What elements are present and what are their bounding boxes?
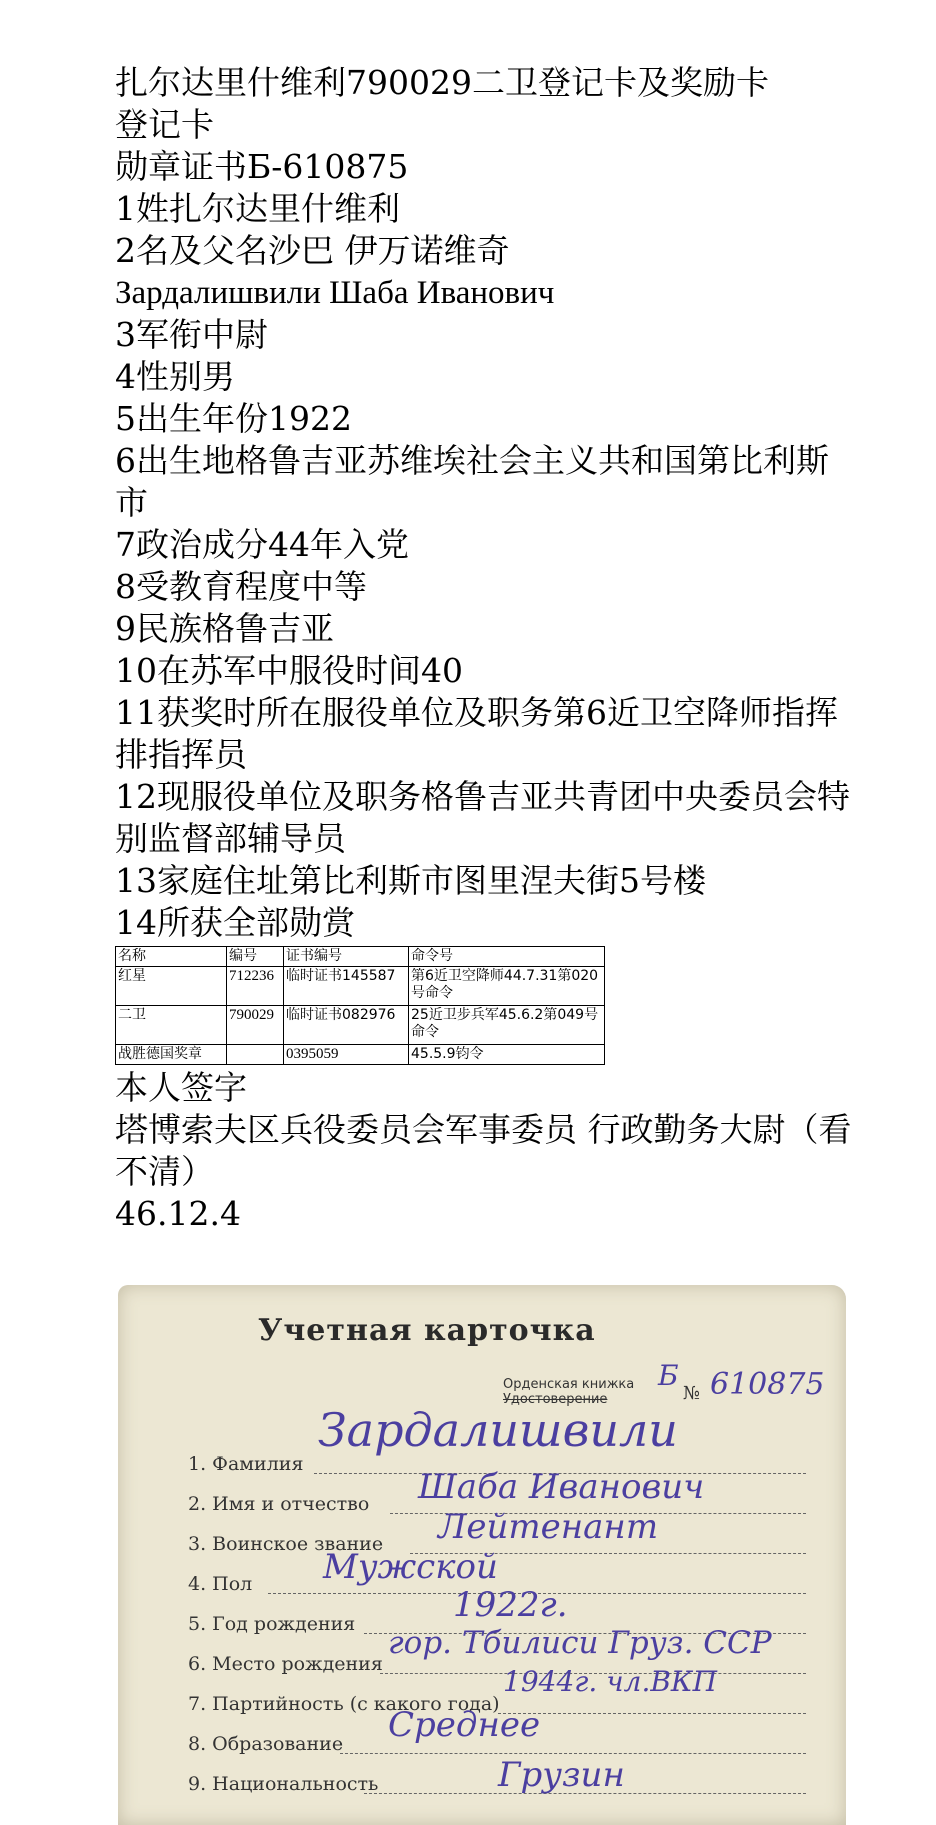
- card-scan-image: [118, 1285, 846, 1825]
- scan-field-label: 9. Национальность: [188, 1773, 379, 1795]
- table-cell: 战胜德国奖章: [116, 1045, 227, 1065]
- scan-number-handwritten: 610875: [710, 1367, 825, 1402]
- scan-field-label: 1. Фамилия: [188, 1453, 304, 1475]
- medal-certificate: 勋章证书Б-610875: [115, 147, 409, 186]
- signature-line: 本人签字: [115, 1068, 247, 1107]
- field-party: 7政治成分44年入党: [115, 525, 409, 564]
- table-cell: 712236: [227, 967, 284, 1006]
- scan-rule: [340, 1753, 806, 1754]
- scan-field-value: Шаба Иванович: [418, 1467, 705, 1507]
- date-line: 46.12.4: [115, 1194, 241, 1233]
- russian-full-name: Зардалишвили Шаба Иванович: [115, 275, 555, 311]
- field-rank: 3军衔中尉: [115, 315, 268, 354]
- table-header: 命令号: [409, 947, 605, 967]
- table-cell: 二卫: [116, 1006, 227, 1045]
- scan-field-label: 4. Пол: [188, 1573, 253, 1595]
- commissar-line: 塔博索夫区兵役委员会军事委员 行政勤务大尉（看不清）: [115, 1110, 852, 1191]
- table-row: [116, 1045, 605, 1065]
- scan-field-value: Среднее: [388, 1705, 541, 1745]
- field-education: 8受教育程度中等: [115, 567, 367, 606]
- scan-no-label: №: [683, 1383, 701, 1404]
- scan-field-value: Лейтенант: [438, 1507, 659, 1547]
- table-cell: 790029: [227, 1006, 284, 1045]
- table-row: [116, 1006, 605, 1045]
- table-header: 名称: [116, 947, 227, 967]
- scan-field-value: 1944г. чл.ВКП: [503, 1665, 718, 1698]
- table-cell: 临时证书145587: [284, 967, 409, 1006]
- scan-title: Учетная карточка: [258, 1313, 596, 1348]
- field-current-unit: 12现服役单位及职务格鲁吉亚共青团中央委员会特别监督部辅导员: [115, 777, 850, 858]
- scan-field-label: 3. Воинское звание: [188, 1533, 384, 1555]
- scan-rule: [498, 1713, 806, 1714]
- scan-field-label: 5. Год рождения: [188, 1613, 356, 1635]
- scan-field-label: 7. Партийность (с какого года): [188, 1693, 500, 1715]
- scan-field-value: Грузин: [498, 1755, 625, 1795]
- field-address: 13家庭住址第比利斯市图里涅夫街5号楼: [115, 861, 706, 900]
- scan-cert-label: Удостоверение: [503, 1392, 608, 1407]
- field-nationality: 9民族格鲁吉亚: [115, 609, 334, 648]
- doc-title: 扎尔达里什维利790029二卫登记卡及奖励卡: [115, 63, 769, 102]
- table-header: 证书编号: [284, 947, 409, 967]
- scan-field-value: Зардалишвили: [318, 1403, 678, 1457]
- table-cell: 第6近卫空降师44.7.31第020号命令: [409, 967, 605, 1006]
- table-cell: 0395059: [284, 1045, 409, 1065]
- field-birthplace: 6出生地格鲁吉亚苏维埃社会主义共和国第比利斯市: [115, 441, 829, 522]
- table-header-row: [116, 947, 605, 967]
- table-cell: 25近卫步兵军45.6.2第049号命令: [409, 1006, 605, 1045]
- card-type: 登记卡: [115, 105, 214, 144]
- scan-field-value: 1922г.: [453, 1585, 568, 1625]
- field-awards: 14所获全部勋赏: [115, 903, 355, 942]
- field-sex: 4性别男: [115, 357, 235, 396]
- transcription-text: [115, 62, 855, 1235]
- field-birth-year: 5出生年份1922: [115, 399, 352, 438]
- table-cell: 临时证书082976: [284, 1006, 409, 1045]
- field-unit-at-award: 11获奖时所在服役单位及职务第6近卫空降师指挥排指挥员: [115, 693, 838, 774]
- scan-field-label: 8. Образование: [188, 1733, 344, 1755]
- scan-field-label: 2. Имя и отчество: [188, 1493, 370, 1515]
- scan-field-value: Мужской: [323, 1547, 498, 1587]
- field-service-time: 10在苏军中服役时间40: [115, 651, 463, 690]
- table-cell: [227, 1045, 284, 1065]
- scan-field-value: гор. Тбилиси Груз. ССР: [388, 1625, 772, 1661]
- awards-table: [115, 946, 605, 1065]
- scan-series-handwritten: Б: [658, 1359, 679, 1392]
- table-header: 编号: [227, 947, 284, 967]
- table-row: [116, 967, 605, 1006]
- table-cell: 45.5.9钧令: [409, 1045, 605, 1065]
- table-cell: 红星: [116, 967, 227, 1006]
- field-name-patronymic: 2名及父名沙巴 伊万诺维奇: [115, 231, 510, 270]
- field-surname: 1姓扎尔达里什维利: [115, 189, 400, 228]
- scan-book-label: Орденская книжка: [503, 1377, 635, 1392]
- scan-field-label: 6. Место рождения: [188, 1653, 383, 1675]
